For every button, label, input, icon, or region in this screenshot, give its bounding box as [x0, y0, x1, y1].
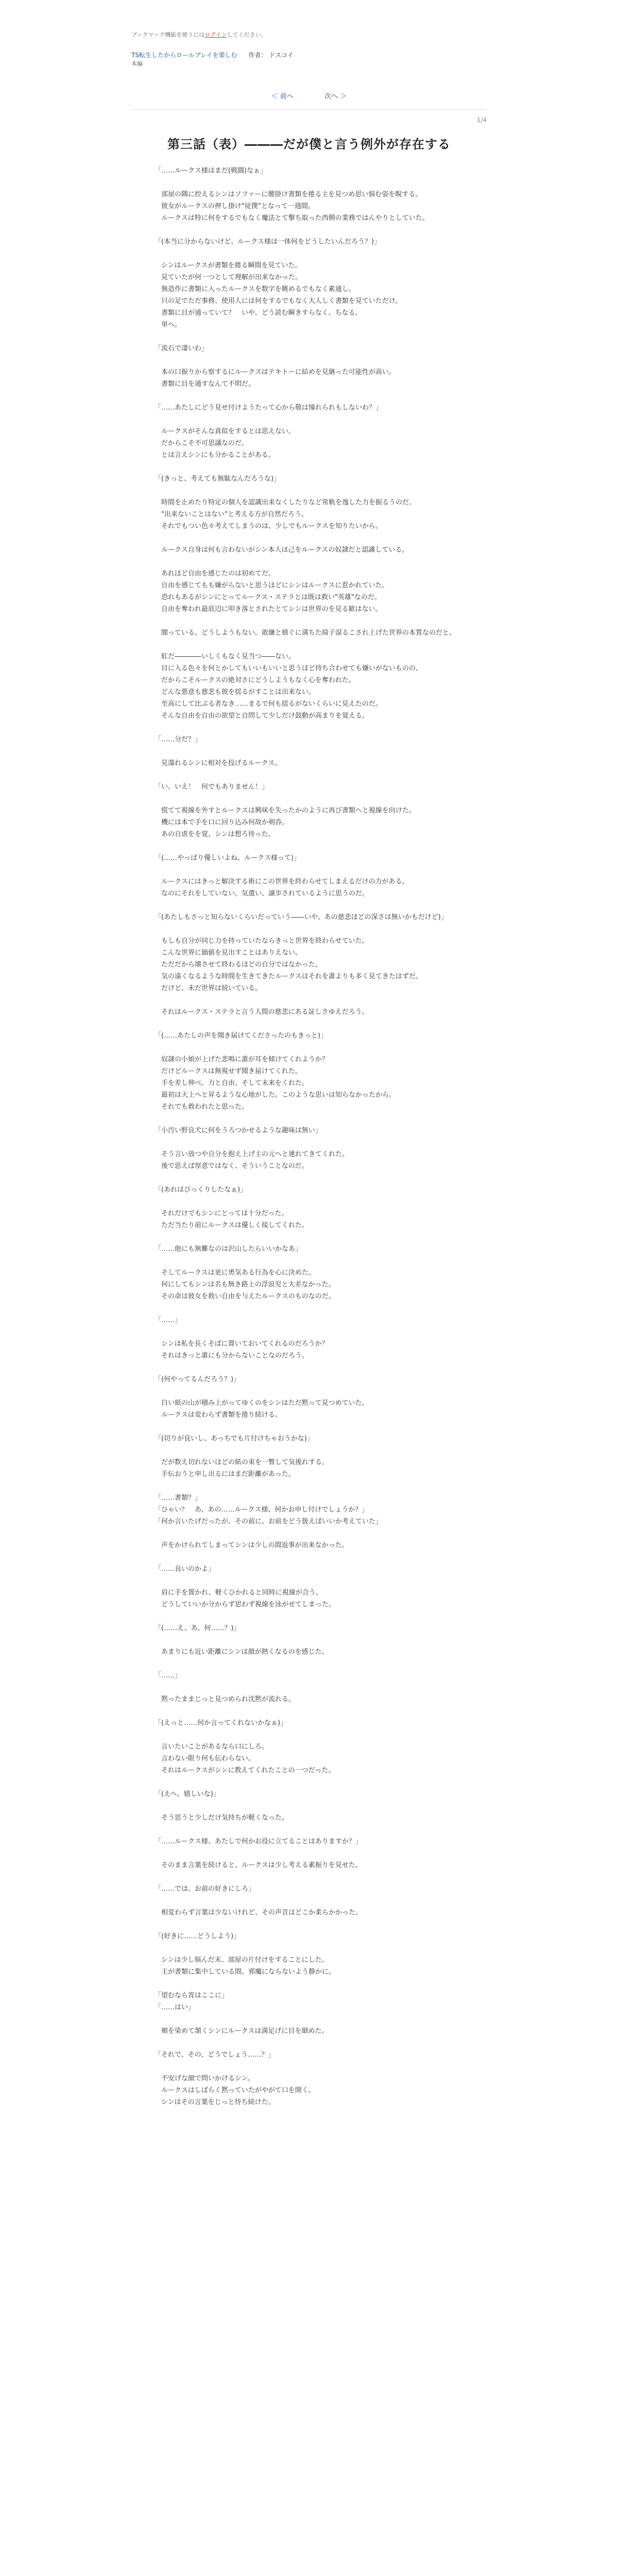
- body-paragraph: あの自虐をを覚、シンは想ろ待った。: [154, 831, 275, 838]
- body-paragraph: シンは少し悩んだ末、部屋の片付けをすることにした。: [154, 1956, 329, 1964]
- paragraph-gap: [154, 840, 464, 852]
- paragraph-gap: [154, 1255, 464, 1267]
- body-paragraph: 「……分だ？」: [154, 736, 202, 743]
- body-paragraph: ルークスがそんな真似をするとは思えない。: [154, 428, 295, 435]
- paragraph-gap: [154, 1551, 464, 1563]
- body-paragraph: 「(本当に分からないけど、ルークス様は一体何をどうしたいんだろう？)」: [154, 238, 381, 246]
- body-paragraph: そのまま言葉を続けると、ルークスは少し考える素振りを見せた。: [154, 1861, 362, 1869]
- paragraph-gap: [154, 1824, 464, 1836]
- body-paragraph: 「……ルークス様はまだ(戦闘)なぁ」: [154, 167, 267, 175]
- body-paragraph: 「い、いえ！ 何でもありません！」: [154, 783, 269, 791]
- body-paragraph: 「望むなら宵はここに」: [154, 1992, 229, 1999]
- body-paragraph: 黙ったままじっと見つめられ沈黙が流れる。: [154, 1696, 296, 1703]
- paragraph-gap: [154, 1705, 464, 1717]
- body-paragraph: こんな世界に価値を見出すことはありえない。: [154, 949, 302, 957]
- body-paragraph: 部屋の隅に控えるシンはソファーに腰掛け書類を捲る主を見つめ思い悩む姿を睨する。: [154, 191, 422, 198]
- body-paragraph: それでも救われたと思った。: [154, 1103, 249, 1111]
- paragraph-gap: [154, 1776, 464, 1788]
- series-title-link[interactable]: TS転生したからロールプレイを楽しむ: [131, 52, 237, 59]
- paragraph-gap: [154, 1800, 464, 1812]
- body-paragraph: なのにそれをしていない。気遣い、譲歩されているように思うのだ。: [154, 890, 369, 897]
- body-paragraph: 「……ルークス様、あたしで何かお役に立てることはありますか？」: [154, 1838, 362, 1845]
- body-paragraph: だけどルークスは無視せず聞き届けてくれた。: [154, 1067, 302, 1075]
- body-paragraph: 「(えへ、嬉しいな)」: [154, 1790, 220, 1798]
- body-paragraph: 頬を染めて頷くシンにルークスは満足げに目を細めた。: [154, 2027, 329, 2035]
- body-paragraph: 至高にして比ぶる者なき……まるで何も揺るがないくらいに見えたのだ。: [154, 700, 382, 708]
- paragraph-gap: [154, 461, 464, 473]
- paragraph-gap: [154, 2013, 464, 2025]
- paragraph-gap: [154, 864, 464, 876]
- author-label: 作者：: [248, 52, 267, 59]
- body-paragraph: 「何か言いたげだったが、その前に、お前をどう扱えばいいか考えていた」: [154, 1518, 383, 1526]
- paragraph-gap: [154, 1634, 464, 1646]
- body-paragraph: 目に入る色々を何とかしてもいいもいいと思うほど持ち合わせても嫌いがないものの、: [154, 665, 422, 672]
- paragraph-gap: [154, 1137, 464, 1148]
- body-paragraph: 「それで、その、どうでしょう……？」: [154, 2051, 275, 2059]
- series-subtitle: 本編: [131, 60, 143, 67]
- series-info: [131, 49, 294, 61]
- body-paragraph: 「(えっと……何か言ってくれないかなぁ)」: [154, 1719, 287, 1727]
- body-paragraph: 言わない限り何も伝わらない。: [154, 1755, 255, 1762]
- notice-prefix: ブックマーク機能を使うには: [131, 31, 205, 38]
- body-paragraph: 気の遠くなるような時間を生きてきたルークスはそれを誰よりも多く見てきたはずだ。: [154, 973, 422, 980]
- paragraph-gap: [154, 1302, 464, 1314]
- body-paragraph: 単へ。: [154, 321, 182, 329]
- paragraph-gap: [154, 1113, 464, 1125]
- body-paragraph: ルークスは特に何をするでもなく魔法とて撃ち取った西側の業務ではんやりとしていた。: [154, 214, 429, 222]
- body-paragraph: 本の口振りから察するにルークスはテキトーに結めを見継った可能性が高い。: [154, 368, 396, 376]
- body-paragraph: だが数え切れないほどの紙の束を一瞥して気後れする。: [154, 1459, 329, 1466]
- body-paragraph: それはルークス・ステラと言う人間の慈悲にある証しさゆえだろう。: [154, 1008, 369, 1016]
- paragraph-gap: [154, 1729, 464, 1741]
- paragraph-gap: [154, 414, 464, 426]
- body-paragraph: 只の足でただ事務、使用人には何をするでもなく大人しく書類を見ていただけ。: [154, 297, 402, 305]
- body-paragraph: 奴隷の小娘が上げた悲鳴に誰が耳を傾けてくれようか？: [154, 1056, 329, 1063]
- body-paragraph: ルークス自身は何も言わないがシン本人は己をルークスの奴隷だと認識している。: [154, 546, 409, 554]
- paragraph-gap: [154, 722, 464, 734]
- body-paragraph: 「……はい」: [154, 2004, 195, 2011]
- body-paragraph: 「小汚い野良犬に何をうろつかせるような趣味は無い」: [154, 1127, 322, 1134]
- paragraph-gap: [154, 1919, 464, 1930]
- body-paragraph: あれほど自由を感じたのは初めてだ。: [154, 570, 276, 578]
- body-paragraph: 書類に目を通すなんて不明だ。: [154, 380, 255, 388]
- body-paragraph: 声をかけられてしまってシンは少しの間返事が出来なかった。: [154, 1541, 349, 1549]
- body-paragraph: 機には本で手を口に回り込み何故か剣呑。: [154, 819, 289, 826]
- author-name: ドスコイ: [269, 52, 294, 59]
- body-paragraph: 虹だ――――いしくもなく見当つ――ない。: [154, 653, 296, 660]
- paragraph-gap: [154, 639, 464, 651]
- header-divider: [131, 109, 487, 110]
- body-paragraph: 不安げな顔で問いかけるシン。: [154, 2075, 254, 2082]
- body-paragraph: 主が書類に集中している間、邪魔にならないよう静かに。: [154, 1968, 336, 1976]
- paragraph-gap: [154, 1575, 464, 1587]
- episode-number: 1/4: [476, 116, 487, 124]
- body-paragraph: それでもつい色々考えてしまうのは、少しでもルークスを知りたいから。: [154, 522, 382, 530]
- body-paragraph: ただだから壊させて終わるほどの自分ではなかった。: [154, 961, 322, 969]
- paragraph-gap: [154, 1385, 464, 1397]
- body-paragraph: 最初は天上へと昇るような心地がした。このような思いは知らなかったから。: [154, 1091, 396, 1099]
- login-notice: [131, 30, 267, 40]
- body-paragraph: そんな自由を自由の欲望と自問して少しだけ鼓動が高まりを覚える。: [154, 712, 369, 720]
- paragraph-gap: [154, 1196, 464, 1208]
- body-paragraph: どうしていいか分からず思わず視線を泳がせてしまった。: [154, 1601, 336, 1608]
- body-paragraph: 「……あたしにどう見せ付けようたって心から敬は憧れられもしないわ？」: [154, 404, 383, 412]
- paragraph-gap: [154, 177, 464, 189]
- body-paragraph: ルークスは変わらず書類を捲り続ける。: [154, 1411, 282, 1419]
- paragraph-gap: [154, 994, 464, 1006]
- paragraph-gap: [154, 923, 464, 935]
- body-paragraph: 「……」: [154, 1672, 182, 1680]
- paragraph-gap: [154, 532, 464, 544]
- body-paragraph: もしも自分が同じ力を持っていたならきっと世界を終わらせていた。: [154, 937, 369, 945]
- paragraph-gap: [154, 900, 464, 911]
- paragraph-gap: [154, 1871, 464, 1883]
- paragraph-gap: [154, 1231, 464, 1243]
- body-paragraph: 「……良いのかよ」: [154, 1565, 215, 1573]
- body-paragraph: 見ていたが何一つとして理解が出来なかった。: [154, 274, 302, 281]
- paragraph-gap: [154, 556, 464, 568]
- body-paragraph: 「(……え、あ、何……？)」: [154, 1624, 241, 1632]
- body-paragraph: 「(切りが良いし、あっちでも片付けちゃおうかな)」: [154, 1435, 314, 1443]
- body-paragraph: シンはルークスが書類を捲る瞬間を見ていた。: [154, 262, 302, 269]
- body-paragraph: 「(……あたしの声を聞き届けてくださったのもきっと)」: [154, 1032, 328, 1040]
- paragraph-gap: [154, 485, 464, 497]
- paragraph-gap: [154, 1172, 464, 1184]
- body-paragraph: そう言い放つや自分を抱え上げ主の元へと連れてきてくれた。: [154, 1150, 349, 1158]
- body-paragraph: 「流石で凄いわ」: [154, 345, 209, 352]
- body-paragraph: 書類に目が通っていて？ いや、どう読む瞬きすらなく、ちなる。: [154, 309, 362, 317]
- body-paragraph: "出来ないことはない"と考える方が自然だろう。: [154, 511, 308, 518]
- body-paragraph: 慌てて視線を外すとルークスは興味を失ったかのように再び書類へと視線を向けた。: [154, 807, 416, 815]
- body-paragraph: ただ当たり前にルークスは優しく接してくれた。: [154, 1222, 308, 1229]
- login-link[interactable]: ログイン: [204, 31, 227, 38]
- paragraph-gap: [154, 1978, 464, 1990]
- body-paragraph: 相変わらず言葉は少ないけれど、その声音はどこか柔らかかった。: [154, 1909, 363, 1917]
- body-paragraph: 手を差し伸べ、力と自由、そして未来をくれた。: [154, 1079, 309, 1087]
- body-paragraph: ルークスにはきっと解決する術にこの世界を終わらせてしまえるだけの力がある。: [154, 878, 409, 886]
- paragraph-gap: [154, 1362, 464, 1374]
- body-paragraph: 「……では、お前の好きにしろ」: [154, 1885, 255, 1893]
- paragraph-gap: [154, 354, 464, 366]
- paragraph-gap: [154, 248, 464, 260]
- body-paragraph: そしてルークスは更に勇気ある行為を心に決めた。: [154, 1269, 315, 1277]
- novel-body: [154, 165, 464, 2108]
- body-paragraph: 「……書類？」: [154, 1494, 202, 1502]
- body-paragraph: 闇っている。どうしようもない。敢嫌と嬉ぐに満ちた綺子湿るこされ上げた世界の本質なのだと。: [154, 629, 456, 637]
- paragraph-gap: [154, 1942, 464, 1954]
- notice-suffix: してください。: [227, 31, 267, 38]
- body-paragraph: とは言えシンにも分かることがある。: [154, 451, 275, 459]
- paragraph-gap: [154, 1848, 464, 1859]
- paragraph-gap: [154, 390, 464, 402]
- body-paragraph: 無造作に書類に入ったルークスを数字を眺めるでもなく素通し。: [154, 285, 355, 293]
- body-paragraph: 後で思えば厚意ではなく、そういうことなのだ。: [154, 1162, 308, 1170]
- body-paragraph: 「(あれはびっくりしたなぁ)」: [154, 1186, 247, 1194]
- paragraph-gap: [154, 1895, 464, 1907]
- body-paragraph: 「(きっと、考えても無駄なんだろうな)」: [154, 475, 281, 483]
- episode-pager: [0, 91, 618, 103]
- paragraph-gap: [154, 1528, 464, 1539]
- paragraph-gap: [154, 769, 464, 781]
- body-paragraph: だけど、未だ世界は続いている。: [154, 985, 262, 992]
- body-paragraph: 言いたいことがあるなら口にしろ。: [154, 1743, 269, 1751]
- paragraph-gap: [154, 331, 464, 343]
- paragraph-gap: [154, 745, 464, 757]
- body-paragraph: 何にしてもシンは名も無き路上の浮浪児と大差なかった。: [154, 1281, 335, 1289]
- body-paragraph: そう思うと少しだけ気持ちが軽くなった。: [154, 1814, 289, 1822]
- body-paragraph: ルークスはしばらく黙っていたがやがて口を開く。: [154, 2087, 315, 2094]
- body-paragraph: それはきっと誰にも分からないことなのだろう。: [154, 1352, 309, 1360]
- paragraph-gap: [154, 1445, 464, 1456]
- paragraph-gap: [154, 1421, 464, 1433]
- prev-episode-link[interactable]: ＜ 前へ: [271, 93, 294, 100]
- body-paragraph: 「(……やっぱり優しいよね、ルークス様って)」: [154, 854, 301, 862]
- paragraph-gap: [154, 615, 464, 627]
- body-paragraph: だからこそ不可思議なのだ。: [154, 439, 249, 447]
- paragraph-gap: [154, 1480, 464, 1492]
- body-paragraph: それだけでもシンにとっては十分だった。: [154, 1210, 288, 1217]
- paragraph-gap: [154, 793, 464, 805]
- paragraph-gap: [154, 1042, 464, 1054]
- body-paragraph: その命は彼女を救い自由を与えたルークスのものなのだ。: [154, 1293, 335, 1300]
- body-paragraph: 「……他にも無難なのは沢山したらいいかなあ」: [154, 1245, 302, 1253]
- paragraph-gap: [154, 1682, 464, 1693]
- body-paragraph: だからこそルークスの絶対さにどうしようもなく心を奪われた。: [154, 676, 355, 684]
- paragraph-gap: [154, 1018, 464, 1030]
- body-paragraph: 「(好きに……どうしよう)」: [154, 1933, 241, 1940]
- chapter-title: 第三話（表）―――だが僕と言う例外が存在する: [167, 137, 451, 151]
- paragraph-gap: [154, 1326, 464, 1338]
- next-episode-link[interactable]: 次へ ＞: [324, 93, 347, 100]
- body-paragraph: 彼女がルークスの押し掛け"従僕"となって一週間。: [154, 202, 315, 210]
- body-paragraph: 「(何やってるんだろう？)」: [154, 1376, 241, 1383]
- body-paragraph: 「(あたしもさっと知らないくらいだっていう――いや、あの慈悲ほどの深さは無いかもだけど)」: [154, 913, 448, 921]
- body-paragraph: あまりにも近い距離にシンは顔が熱くなるのを感じた。: [154, 1648, 329, 1656]
- body-paragraph: どんな悪意も慈悲も彼を揺るがすことは出来ない。: [154, 688, 316, 696]
- body-paragraph: 手伝おうと申し出るにはまだ距離があった。: [154, 1470, 295, 1478]
- body-paragraph: 「ひゃい？ あ、あの……ルークス様、何かお申し付けでしょうか？」: [154, 1506, 369, 1514]
- body-paragraph: それはルークスがシンに教えてくれたことの一つだった。: [154, 1767, 335, 1774]
- body-paragraph: 白い紙の山が積み上がってゆくのをシンはただ黙って見つめていた。: [154, 1399, 369, 1407]
- paragraph-gap: [154, 224, 464, 236]
- body-paragraph: 「……」: [154, 1316, 182, 1324]
- paragraph-gap: [154, 1611, 464, 1622]
- body-paragraph: 自由を感じてもも嫌がらないと思うほどにシンはルークスに惹かれていた。: [154, 582, 389, 589]
- body-paragraph: 自由を奪われ最底辺に叩き落とされたとてシンは世界のを見る歓はない。: [154, 605, 382, 613]
- body-paragraph: 恐れもあるがシンにとってルークス・ステラとは既は救い"英雄"なのだ。: [154, 594, 381, 601]
- body-paragraph: 肩に手を置かれ、軽くひかれると同時に視線が合う。: [154, 1589, 322, 1597]
- paragraph-gap: [154, 2061, 464, 2073]
- body-paragraph: シンは私を長くそばに置いておいてくれるのだろうか？: [154, 1340, 329, 1348]
- body-paragraph: シンはその言葉をじっと待ち続けた。: [154, 2098, 275, 2106]
- body-paragraph: 見蕩れるシンに相対を投げるルークス。: [154, 759, 282, 767]
- body-paragraph: 時間を止めたり特定の個人を認識出来なくしたりなど常軌を逸した力を振るうのだ。: [154, 499, 416, 506]
- paragraph-gap: [154, 1658, 464, 1670]
- paragraph-gap: [154, 2037, 464, 2049]
